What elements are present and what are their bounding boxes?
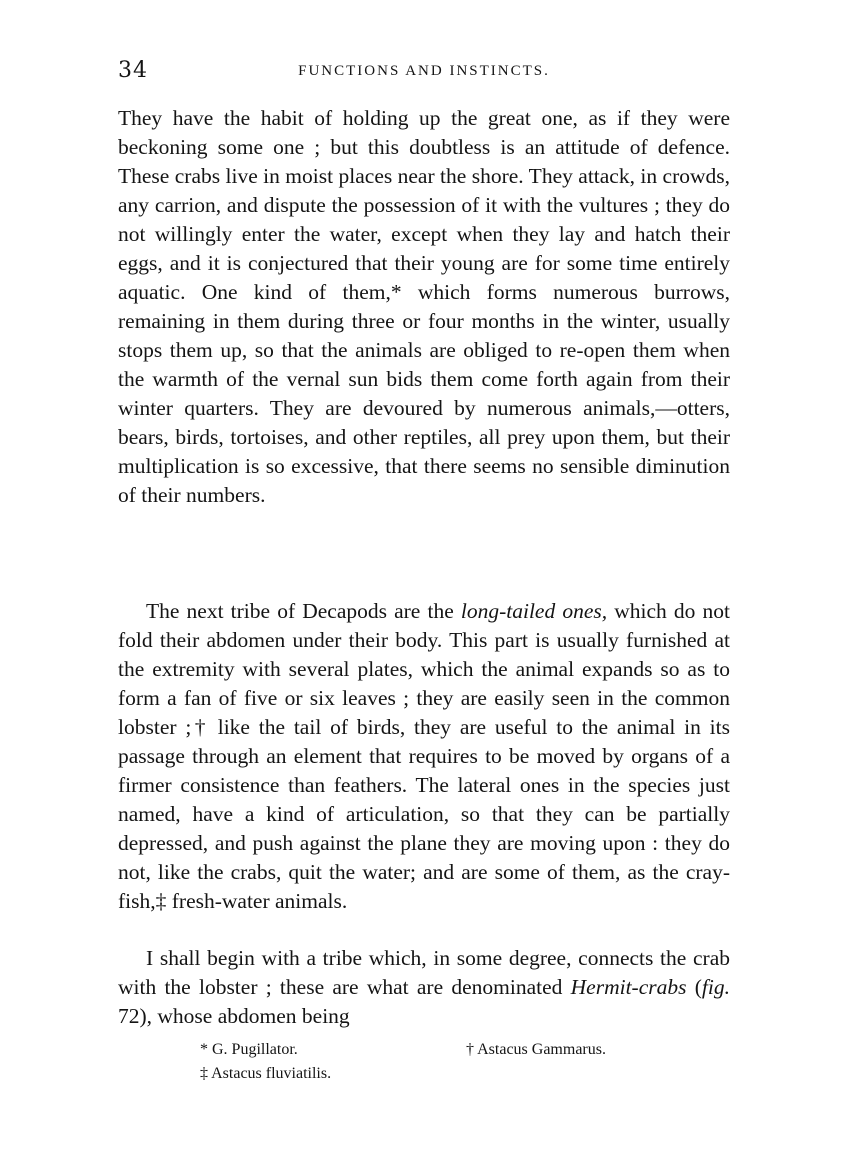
footnote-1: * G. Pugillator. bbox=[200, 1041, 298, 1058]
paragraph-2-rest: which do not fold their abdomen under their body. This part is usually furnished at the extremity with several plates, which the animal expands so as to form a fan of five or six leaves ; they are easily seen in the common lobster ;† like the tail of birds, they are useful to the animal in its passage through an element that requires to be moved by organs of a firmer consistence than feathers. The lateral ones in the species just named, have a kind of articulation, so that they can be partially depressed, and push against the plane they are moving upon : they do not, like the crabs, quit the water; and are some of them, as the cray-fish,‡ fresh-water animals. bbox=[118, 599, 730, 913]
paragraph-3-start: I shall begin with a tribe which, in some degree, connects the crab with the lobster ; these are what are denominated bbox=[118, 946, 730, 999]
footnote-2: † Astacus Gammarus. bbox=[466, 1041, 606, 1058]
footnote-3: ‡ Astacus fluviatilis. bbox=[200, 1065, 332, 1082]
figure-reference: fig. bbox=[701, 975, 730, 999]
running-head: FUNCTIONS AND INSTINCTS. bbox=[298, 63, 550, 79]
paragraph-3 bbox=[118, 944, 730, 1031]
paragraph-2 bbox=[118, 597, 730, 916]
paragraph-2-italic: long-tailed ones, bbox=[460, 599, 608, 623]
paragraph-3-mid1: ( bbox=[686, 975, 702, 999]
paragraph-3-mid2: 72), whose abdomen being bbox=[118, 1004, 350, 1028]
page-header bbox=[118, 58, 730, 88]
paragraph-1: They have the habit of holding up the great one, as if they were beckoning some one ; but this doubtless is an attitude of defence. These crabs live in moist places near the shore. They attack, in crowds, any carrion, and dispute the possession of it with the vultures ; they do not willingly enter the water, except when they lay and hatch their eggs, and it is conjectured that their young are for some time entirely aquatic. One kind of them,* which forms numerous burrows, remaining in them during three or four months in the winter, usually stops them up, so that the animals are obliged to re-open them when the warmth of the vernal sun bids them come forth again from their winter quarters. They are devoured by numerous animals,—otters, bears, birds, tortoises, and other reptiles, all prey upon them, but their multiplication is so excessive, that there seems no sensible diminution of their numbers. bbox=[118, 106, 730, 507]
hermit-crabs-term: Hermit-crabs bbox=[570, 975, 687, 999]
page-number: 34 bbox=[118, 58, 148, 83]
paragraph-2-start: The next tribe of Decapods are the bbox=[146, 599, 461, 623]
